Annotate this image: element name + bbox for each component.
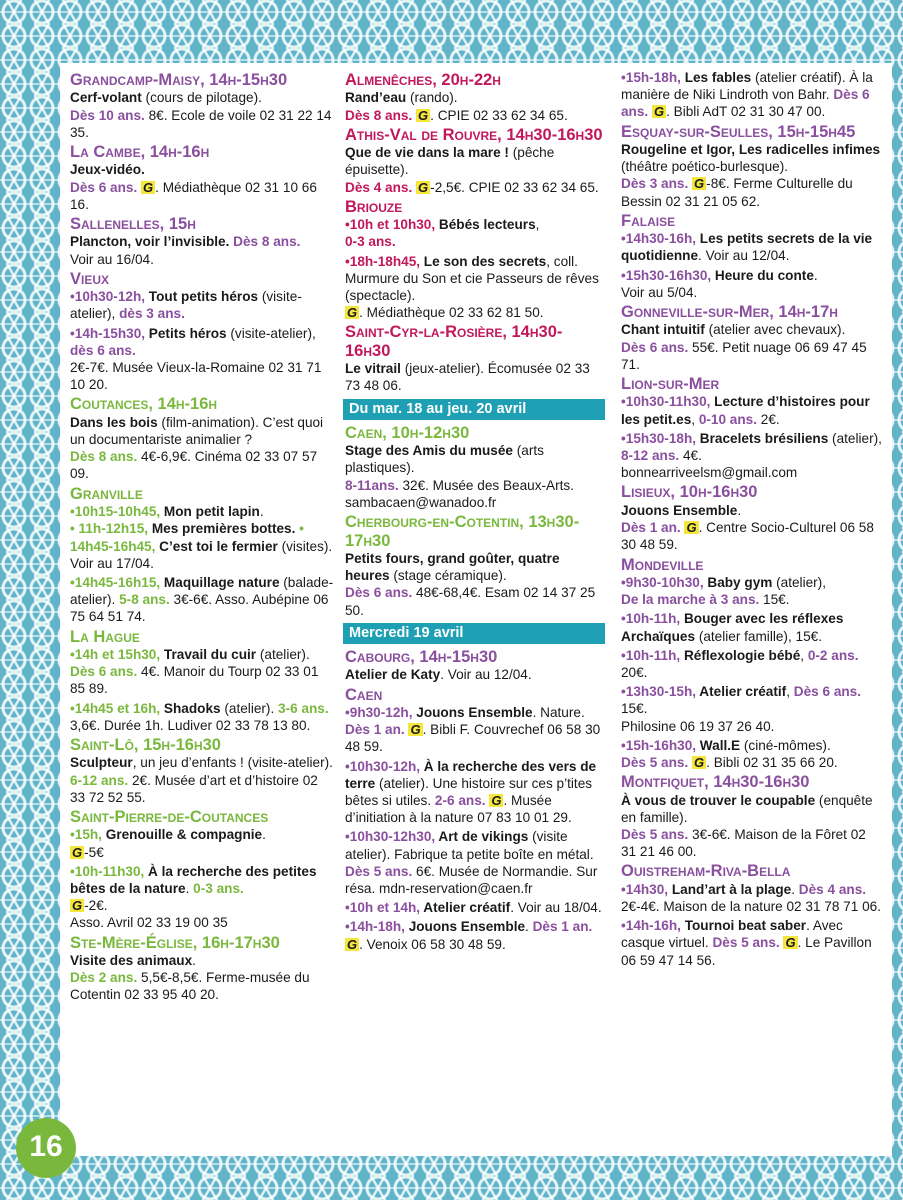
- event-text: (visites). Voir au 17/04.: [70, 538, 333, 571]
- age-label: Dès 5 ans.: [621, 826, 689, 842]
- event-text: 4€-6,9€. Cinéma 02 33 07 57 09.: [70, 449, 318, 482]
- age-label: Dès 6 ans.: [345, 585, 413, 601]
- event-title: Visite des animaux: [70, 952, 193, 968]
- event-text: Asso. Avril 02 33 19 00 35: [70, 915, 228, 931]
- event-text: 48€-68,4€. Esam 02 14 37 25 50.: [345, 585, 596, 618]
- event-title: Mes premières bottes.: [148, 521, 296, 537]
- heading-athis: Athis-Val de Rouvre, 14h30-16h30: [345, 125, 603, 144]
- event-mondeville-5: [621, 737, 883, 771]
- free-badge: G: [347, 305, 358, 321]
- free-badge: G: [418, 179, 429, 195]
- time-label: •14h30-16h,: [621, 231, 697, 247]
- event-text: .: [791, 881, 799, 897]
- event-title: Atelier créatif: [420, 900, 511, 916]
- event-title: Jeux-vidéo.: [70, 162, 145, 178]
- event-text: (atelier).: [220, 700, 279, 716]
- heading-gonneville: Gonneville-sur-Mer, 14h-17h: [621, 303, 838, 322]
- event-text: 6€. Musée de Normandie. Sur résa. mdn-reservation@caen.fr: [345, 863, 598, 896]
- event-vieux-2: [70, 325, 334, 394]
- event-title: Tournoi beat saber: [680, 918, 807, 934]
- free-badge: G: [347, 936, 358, 952]
- time-label: •10h30-12h30,: [345, 829, 436, 845]
- age-label: 2-6 ans.: [434, 792, 486, 808]
- event-text: 2€.: [757, 411, 780, 427]
- event-title: Stage des Amis du musée: [345, 443, 513, 459]
- event-title: À la recherche des petites bêtes de la nature: [70, 863, 317, 896]
- event-title: Grenouille & compagnie: [101, 827, 263, 843]
- event-text: (visite-atelier),: [226, 325, 316, 341]
- event-text: 55€. Petit nuage 06 69 47 45 71.: [621, 339, 867, 372]
- time-label: •10h-11h,: [621, 611, 681, 627]
- heading-ste-mere: Ste-Mère-Église, 16h-17h30: [70, 933, 280, 952]
- event-lahague-1: [70, 646, 334, 698]
- time-label: •10h15-10h45,: [70, 504, 161, 520]
- time-label: •15h30-18h,: [621, 430, 697, 446]
- time-label: •10h et 10h30,: [345, 217, 436, 233]
- event-ouistreham-2: [621, 917, 883, 969]
- event-text: ,: [786, 684, 794, 700]
- age-label: dès 6 ans.: [70, 342, 136, 358]
- free-badge: G: [410, 722, 421, 738]
- event-text: (ciné-mômes).: [740, 737, 831, 753]
- event-text: (enquête en famille).: [621, 792, 873, 825]
- age-label: Dès 8 ans.: [229, 234, 301, 250]
- age-label: 0-10 ans.: [698, 411, 758, 427]
- event-text: ,: [800, 647, 808, 663]
- time-label: •14h45-16h15,: [70, 574, 161, 590]
- event-text: (atelier),: [828, 430, 882, 446]
- event-caen-2e: [345, 918, 603, 952]
- event-title: Réflexologie bébé: [680, 647, 801, 663]
- time-label: •10h-11h,: [621, 647, 681, 663]
- free-badge: G: [694, 176, 705, 192]
- event-title: Art de vikings: [435, 829, 529, 845]
- age-label: Dès 4 ans.: [345, 179, 413, 195]
- event-cabourg: [345, 666, 603, 683]
- event-text: (cours de pilotage).: [141, 90, 262, 106]
- event-title: Le son des secrets: [420, 253, 547, 269]
- event-text: .: [737, 502, 742, 518]
- event-title: Les fables: [680, 70, 752, 85]
- event-text: .: [259, 504, 264, 520]
- event-title: Wall.E: [696, 737, 741, 753]
- heading-saintlo: Saint-Lô, 15h-16h30: [70, 735, 221, 754]
- free-badge: G: [418, 107, 429, 123]
- time-label: •9h30-10h30,: [621, 574, 704, 590]
- time-label: •15h30-16h30,: [621, 267, 712, 283]
- event-montfiquet: [621, 792, 883, 861]
- heading-sallenelles: Sallenelles, 15h: [70, 215, 196, 234]
- event-athis: [345, 144, 603, 196]
- column-2: [345, 69, 603, 955]
- time-label: • 14h45-16h45,: [70, 521, 304, 554]
- event-title: Sculpteur: [70, 755, 133, 771]
- time-label: •14h45 et 16h,: [70, 700, 161, 716]
- event-title: Heure du conte: [711, 267, 814, 283]
- event-text: (atelier créatif). À la manière de Niki Lindroth von Bahr.: [621, 70, 873, 103]
- event-text: (théâtre poético-burlesque).: [621, 159, 788, 175]
- event-gonneville: [621, 321, 883, 373]
- event-title: Jouons Ensemble: [621, 502, 738, 518]
- event-text: (atelier),: [772, 574, 826, 590]
- time-label: •10h-11h30,: [70, 863, 145, 879]
- event-text: (jeux-atelier). Écomusée 02 33 73 48 06.: [345, 361, 590, 394]
- age-label: Dès 5 ans.: [712, 935, 780, 951]
- event-text: ,: [535, 217, 540, 233]
- event-falaise-1: [621, 230, 883, 264]
- event-fables: [621, 69, 883, 121]
- event-text: . Médiathèque 02 31 10 66 16.: [70, 179, 317, 212]
- event-title: Rand’eau: [345, 90, 407, 106]
- event-text: 15€.: [759, 592, 790, 608]
- event-mondeville-2: [621, 610, 883, 644]
- event-title: Le vitrail: [345, 361, 401, 377]
- column-1: [70, 69, 334, 1006]
- time-label: •13h30-15h,: [621, 684, 697, 700]
- event-text: Voir au 5/04.: [621, 284, 698, 300]
- event-text: 32€. Musée des Beaux-Arts. sambacaen@wanadoo.fr: [345, 477, 574, 510]
- time-label: •10h et 14h,: [345, 900, 421, 916]
- time-label: •10h30-12h,: [345, 758, 421, 774]
- event-text: 3,6€. Durée 1h. Ludiver 02 33 78 13 80.: [70, 717, 311, 733]
- event-text: 8€. Ecole de voile 02 31 22 14 35.: [70, 107, 332, 140]
- event-text: Voir au 16/04.: [70, 251, 154, 267]
- event-title: Land’art à la plage: [668, 881, 792, 897]
- event-text: (rando).: [406, 90, 458, 106]
- age-label: Dès 5 ans.: [345, 863, 413, 879]
- event-text: (pêche épuisette).: [345, 145, 555, 178]
- time-label: •14h et 15h30,: [70, 646, 161, 662]
- free-badge: G: [653, 104, 665, 120]
- event-title: Atelier créatif: [696, 684, 787, 700]
- heading-esquay: Esquay-sur-Seulles, 15h-15h45: [621, 122, 856, 141]
- event-text: (atelier). Une histoire sur ces p’tites bêtes si utiles.: [345, 775, 593, 808]
- event-text: . Voir au 12/04.: [698, 248, 790, 264]
- event-coutances: [70, 414, 334, 483]
- event-text: Avec casque virtuel.: [621, 918, 843, 951]
- event-lion-1: [621, 393, 883, 427]
- age-label: 8-12 ans.: [621, 448, 680, 464]
- age-label: Dès 6 ans.: [793, 684, 862, 700]
- event-text: . Voir au 12/04.: [440, 667, 532, 683]
- event-text: .: [192, 952, 196, 968]
- event-title: Maquillage nature: [160, 574, 280, 590]
- heading-caen-2: Caen: [345, 685, 383, 704]
- event-title: À la recherche des vers de terre: [345, 758, 597, 791]
- event-text: -8€. Ferme Culturelle du Bessin 02 31 21 05 62.: [621, 176, 853, 209]
- event-title: Rougeline et Igor, Les radicelles infimes: [621, 142, 881, 158]
- event-caen-2b: [345, 758, 603, 827]
- event-text: (visite atelier). Fabrique ta petite boîte en métal.: [345, 829, 594, 862]
- event-title: Travail du cuir: [160, 646, 257, 662]
- heading-lion: Lion-sur-Mer: [621, 375, 720, 394]
- age-label: 0-3 ans.: [345, 234, 396, 250]
- age-label: Dès 2 ans.: [70, 970, 138, 986]
- event-granville-2: [70, 574, 334, 626]
- heading-lisieux: Lisieux, 10h-16h30: [621, 483, 758, 502]
- heading-briouze: Briouze: [345, 197, 403, 216]
- event-grandcamp: [70, 89, 334, 141]
- heading-almeneches: Almenêches, 20h-22h: [345, 71, 501, 89]
- event-saint-cyr: [345, 360, 603, 394]
- heading-mondeville: Mondeville: [621, 555, 704, 574]
- event-text: (atelier avec chevaux).: [704, 322, 846, 338]
- event-text: . Bibli 02 31 35 66 20.: [706, 754, 838, 770]
- column-3: [621, 69, 883, 971]
- heading-saint-pierre: Saint-Pierre-de-Coutances: [70, 807, 269, 826]
- event-title: Bracelets brésiliens: [696, 430, 829, 446]
- event-text: . CPIE 02 33 62 34 65.: [430, 107, 568, 123]
- event-title: Dans les bois: [70, 414, 158, 430]
- event-title: Bébés lecteurs: [435, 217, 536, 233]
- age-label: 0-2 ans.: [807, 647, 859, 663]
- heading-falaise: Falaise: [621, 211, 676, 230]
- event-ouistreham-1: [621, 881, 883, 915]
- time-label: •15h-18h,: [621, 70, 681, 85]
- event-text: 4€.: [679, 448, 702, 464]
- event-almeneches: [345, 89, 603, 123]
- event-title: Plancton, voir l’invisible.: [70, 234, 230, 250]
- event-text: -5€: [84, 844, 104, 860]
- event-title: Shadoks: [160, 700, 221, 716]
- age-label: Dès 8 ans.: [345, 107, 413, 123]
- age-label: Dès 5 ans.: [621, 754, 689, 770]
- event-lacambe: [70, 161, 334, 213]
- age-label: Dès 4 ans.: [798, 881, 867, 897]
- age-label: Dès 6 ans.: [70, 664, 138, 680]
- event-title: Tout petits héros: [145, 289, 259, 305]
- event-text: . Médiathèque 02 33 62 81 50.: [359, 305, 544, 321]
- time-label: •14h-18h,: [345, 919, 405, 935]
- time-label: •15h,: [70, 827, 102, 843]
- event-text: (balade-atelier).: [70, 574, 334, 608]
- event-caen-2c: [345, 828, 603, 897]
- free-badge: G: [491, 792, 502, 808]
- event-text: (atelier).: [256, 646, 310, 662]
- heading-cherbourg: Cherbourg-en-Cotentin, 13h30-17h30: [345, 513, 580, 550]
- event-text: Philosine 06 19 37 26 40.: [621, 718, 775, 734]
- heading-ouistreham: Ouistreham-Riva-Bella: [621, 862, 791, 881]
- event-title: Bouger avec les réflexes Archaïques: [621, 611, 844, 644]
- event-title: Les petits secrets de la vie quotidienne: [621, 231, 873, 264]
- event-text: .: [262, 827, 266, 843]
- event-text: , un jeu d’enfants ! (visite-atelier).: [132, 755, 333, 771]
- event-text: .: [185, 880, 194, 896]
- age-label: Dès 10 ans.: [70, 107, 145, 123]
- heading-grandcamp: Grandcamp-Maisy, 14h-15h30: [70, 71, 288, 89]
- time-label: •14h30,: [621, 881, 669, 897]
- time-label: •14h-15h30,: [70, 325, 146, 341]
- event-text: . Bibli AdT 02 31 30 47 00.: [666, 104, 826, 120]
- event-title: Petits fours, grand goûter, quatre heures: [345, 550, 560, 584]
- event-vieux-1: [70, 288, 334, 322]
- time-label: •9h30-12h,: [345, 704, 413, 720]
- event-text: . Centre Socio-Culturel 06 58 30 48 59.: [621, 520, 874, 553]
- age-label: 3-6 ans.: [278, 700, 329, 716]
- heading-saint-cyr: Saint-Cyr-la-Rosière, 14h30-16h30: [345, 323, 563, 360]
- event-caen-2a: [345, 704, 603, 756]
- event-mondeville-3: [621, 647, 883, 681]
- event-lion-2: [621, 430, 883, 482]
- age-label: Dès 6 ans.: [70, 179, 138, 195]
- event-title: Chant intuitif: [621, 322, 705, 338]
- event-text: .: [525, 919, 533, 935]
- event-text: 3€-6€. Asso. Aubépine 06 75 64 51 74.: [70, 592, 329, 625]
- time-label: •15h-16h30,: [621, 737, 697, 753]
- page-number-badge: 16: [16, 1118, 76, 1178]
- event-title: Lecture d’histoires pour les petit.es: [621, 394, 870, 427]
- event-mondeville-1: [621, 574, 883, 608]
- heading-lacambe: La Cambe, 14h-16h: [70, 143, 210, 162]
- event-title: Jouons Ensemble: [404, 919, 526, 935]
- age-label: Dès 3 ans.: [621, 176, 689, 192]
- event-spc-2: [70, 863, 334, 932]
- age-label: Dès 1 an.: [621, 520, 681, 536]
- event-ste-mere: [70, 952, 334, 1004]
- heading-coutances: Coutances, 14h-16h: [70, 395, 218, 414]
- age-label: 6-12 ans.: [70, 772, 129, 788]
- event-title: Atelier de Katy: [345, 667, 441, 683]
- event-text: (atelier famille), 15€.: [695, 628, 822, 644]
- event-text: 2€. Musée d’art et d’histoire 02 33 72 52 55.: [70, 772, 318, 805]
- event-cherbourg: [345, 550, 603, 619]
- event-text: . Le Pavillon 06 59 47 14 56.: [621, 935, 872, 968]
- event-text: 2€-7€. Musée Vieux-la-Romaine 02 31 71 10 20.: [70, 360, 322, 393]
- heading-lahague: La Hague: [70, 627, 140, 646]
- age-label: 0-3 ans.: [193, 880, 244, 896]
- heading-cabourg: Cabourg, 14h-15h30: [345, 647, 498, 666]
- age-label: dès 3 ans.: [119, 306, 185, 322]
- time-label: •18h-18h45,: [345, 253, 421, 269]
- event-text: (film-animation). C’est quoi un documentariste animalier ?: [70, 414, 324, 448]
- event-title: Petits héros: [145, 325, 227, 341]
- event-text: -2,5€. CPIE 02 33 62 34 65.: [430, 179, 599, 195]
- free-badge: G: [785, 935, 796, 951]
- event-title: Jouons Ensemble: [412, 704, 533, 720]
- event-granville-1: [70, 503, 334, 572]
- event-lahague-2: [70, 700, 334, 734]
- free-badge: G: [694, 754, 705, 770]
- event-mondeville-4: [621, 683, 883, 735]
- event-briouze-1: [345, 216, 603, 250]
- event-text: . Musée d’initiation à la nature 07 83 10 01 29.: [345, 792, 572, 826]
- event-text: 20€.: [621, 664, 648, 680]
- time-label: •10h30-11h30,: [621, 394, 711, 410]
- event-title: Baby gym: [703, 574, 773, 590]
- event-text: ,: [691, 411, 699, 427]
- event-text: 15€.: [621, 701, 648, 717]
- time-label: • 11h-12h15,: [70, 521, 149, 537]
- event-title: Mon petit lapin: [160, 504, 260, 520]
- heading-caen-1: Caen, 10h-12h30: [345, 423, 470, 442]
- event-briouze-2: [345, 253, 603, 322]
- event-text: . Bibli F. Couvrechef 06 58 30 48 59.: [345, 722, 601, 755]
- event-text: 5,5€-8,5€. Ferme-musée du Cotentin 02 33 95 40 20.: [70, 970, 310, 1003]
- email-text: bonnearriveelsm@gmail.com: [621, 465, 798, 481]
- event-text: 4€. Manoir du Tourp 02 33 01 85 89.: [70, 664, 319, 697]
- event-caen-2d: [345, 899, 603, 916]
- age-label: Dès 6 ans.: [621, 339, 689, 355]
- event-text: . Voir au 18/04.: [510, 900, 602, 916]
- event-spc-1: [70, 826, 334, 860]
- event-saintlo: [70, 754, 334, 806]
- event-lisieux: [621, 502, 883, 554]
- event-title: À vous de trouver le coupable: [621, 792, 816, 808]
- heading-vieux: Vieux: [70, 269, 110, 288]
- event-text: , coll. Murmure du Son et cie Passeurs de rêves (spectacle).: [345, 253, 599, 304]
- free-badge: G: [143, 179, 154, 195]
- event-text: 3€-6€. Maison de la Fôret 02 31 21 46 00.: [621, 826, 866, 860]
- age-label: Dès 8 ans.: [70, 449, 138, 465]
- event-title: C’est toi le fermier: [155, 538, 278, 554]
- age-label: 5-8 ans.: [119, 592, 170, 608]
- free-badge: G: [686, 520, 697, 536]
- time-label: •10h30-12h,: [70, 289, 146, 305]
- event-esquay: [621, 141, 883, 210]
- free-badge: G: [72, 844, 83, 860]
- event-title: Que de vie dans la mare !: [345, 145, 509, 161]
- event-text: 2€-4€. Maison de la nature 02 31 78 71 06.: [621, 898, 881, 914]
- event-falaise-2: [621, 267, 883, 301]
- heading-granville: Granville: [70, 484, 143, 503]
- event-title: Cerf-volant: [70, 90, 142, 106]
- age-label: De la marche à 3 ans.: [621, 592, 760, 608]
- event-text: (visite-atelier),: [70, 289, 302, 322]
- age-label: Dès 1 an.: [532, 919, 593, 935]
- event-sallenelles: [70, 233, 334, 267]
- date-band-19: Mercredi 19 avril: [343, 623, 605, 644]
- age-label: 8-11ans.: [345, 477, 399, 493]
- age-label: Dès 1 an.: [345, 722, 405, 738]
- age-label: Dès 6 ans.: [621, 87, 870, 120]
- event-text: . Venoix 06 58 30 48 59.: [359, 936, 506, 952]
- event-text: (arts plastiques).: [345, 443, 544, 476]
- event-text: . Nature.: [532, 704, 585, 720]
- event-text: .: [806, 918, 810, 934]
- date-band-18-20: Du mar. 18 au jeu. 20 avril: [343, 399, 605, 420]
- free-badge: G: [72, 898, 83, 914]
- event-caen-1: [345, 442, 603, 511]
- event-text: (stage céramique).: [389, 568, 507, 584]
- event-text: .: [813, 267, 818, 283]
- heading-montfiquet: Montfiquet, 14h30-16h30: [621, 773, 810, 792]
- time-label: •14h-16h,: [621, 918, 681, 934]
- event-text: -2€.: [84, 898, 108, 914]
